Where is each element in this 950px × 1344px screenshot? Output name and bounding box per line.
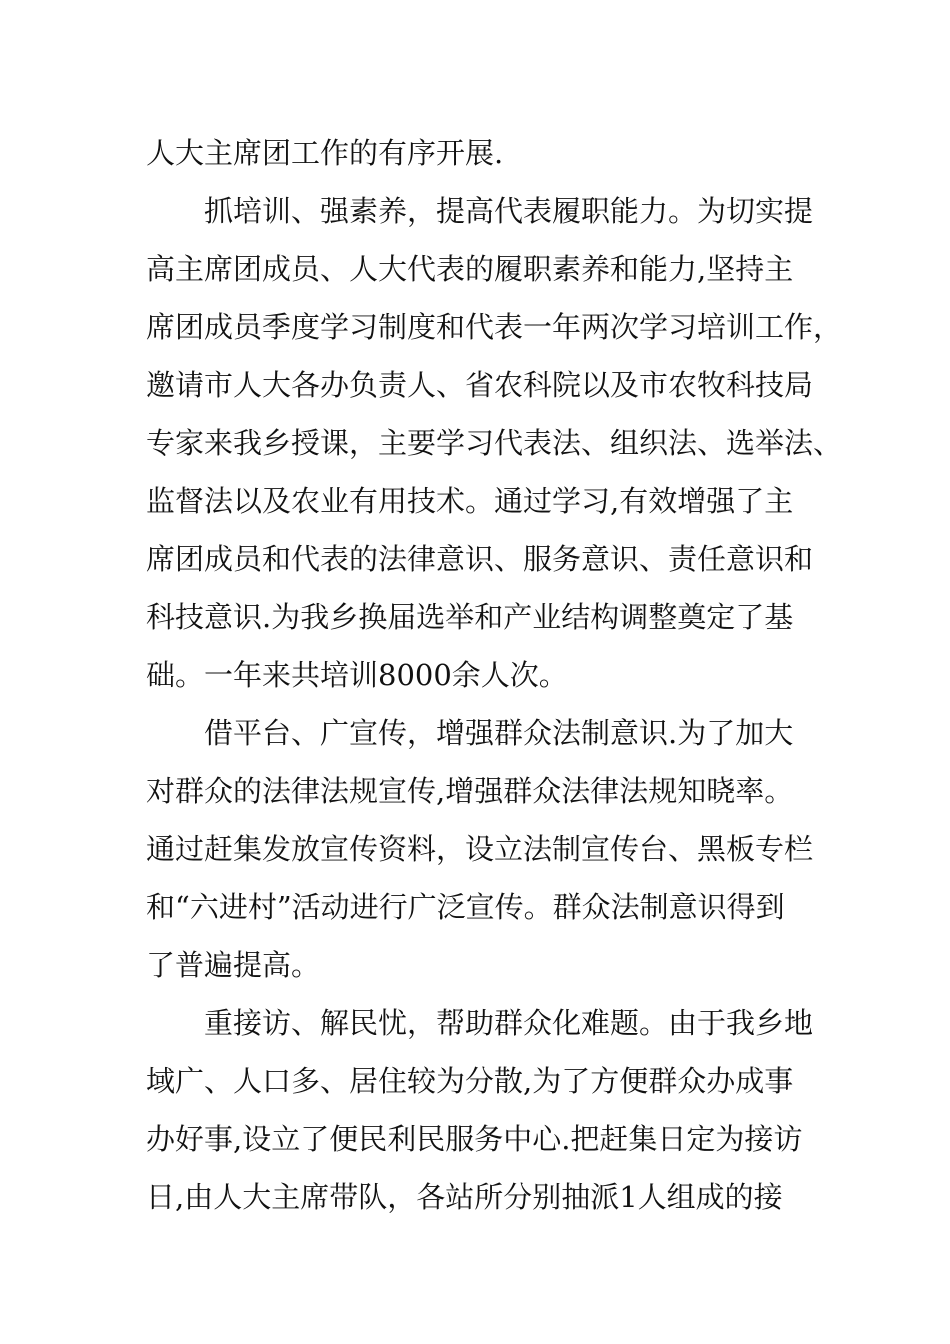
text-line-12: 对群众的法律法规宣传,增强群众法律法规知晓率。 [146, 774, 794, 808]
text-line-11: 借平台、广宣传，增强群众法制意识.为了加大 [204, 716, 794, 750]
text-line-3: 高主席团成员、人大代表的履职素养和能力,坚持主 [146, 252, 794, 286]
text-line-14: 和“六进村”活动进行广泛宣传。群众法制意识得到 [146, 890, 785, 924]
text-line-6: 专家来我乡授课，主要学习代表法、组织法、选举法、 [146, 426, 843, 460]
text-line-1: 人大主席团工作的有序开展. [146, 136, 504, 170]
text-line-2: 抓培训、强素养，提高代表履职能力。为切实提 [204, 194, 814, 228]
text-line-7: 监督法以及农业有用技术。通过学习,有效增强了主 [146, 484, 794, 518]
text-line-16: 重接访、解民忧，帮助群众化难题。由于我乡地 [204, 1006, 814, 1040]
text-line-9: 科技意识.为我乡换届选举和产业结构调整奠定了基 [146, 600, 794, 634]
text-line-15: 了普遍提高。 [146, 948, 321, 982]
text-line-19: 日,由人大主席带队，各站所分别抽派1人组成的接 [146, 1180, 783, 1214]
text-line-8: 席团成员和代表的法律意识、服务意识、责任意识和 [146, 542, 814, 576]
text-line-10: 础。一年来共培训8000余人次。 [146, 658, 568, 692]
text-line-13: 通过赶集发放宣传资料，设立法制宣传台、黑板专栏 [146, 832, 814, 866]
text-line-5: 邀请市人大各办负责人、省农科院以及市农牧科技局 [146, 368, 814, 402]
text-line-4: 席团成员季度学习制度和代表一年两次学习培训工作， [146, 310, 843, 344]
text-line-18: 办好事,设立了便民利民服务中心.把赶集日定为接访 [146, 1122, 803, 1156]
text-line-17: 域广、人口多、居住较为分散,为了方便群众办成事 [146, 1064, 794, 1098]
